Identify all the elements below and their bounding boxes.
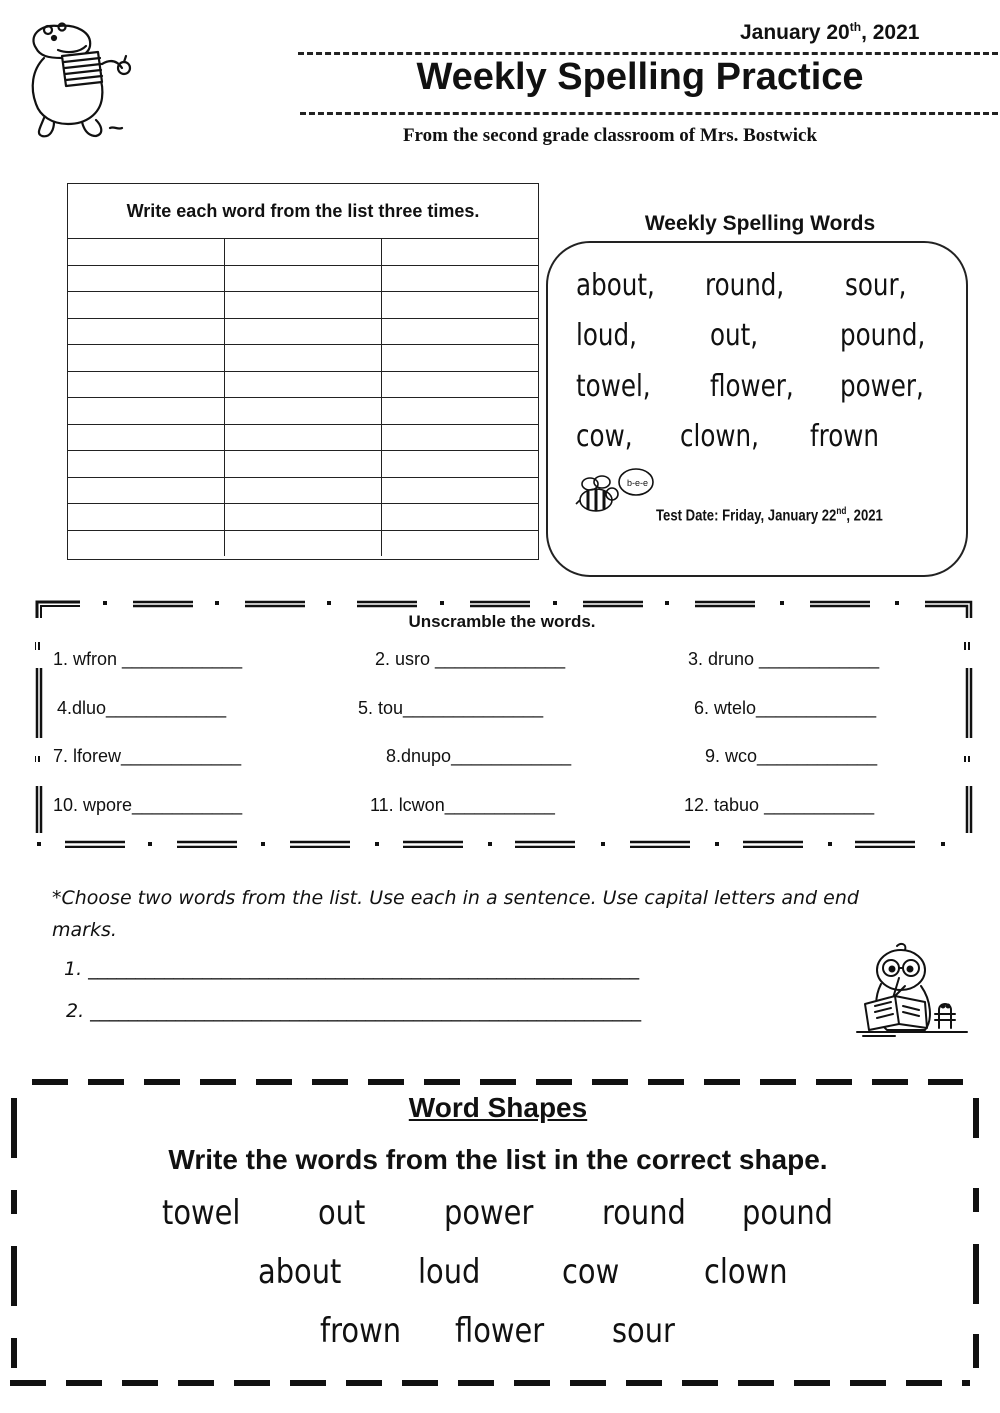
- spelling-word: flower,: [710, 369, 794, 404]
- shape-word: about: [258, 1252, 342, 1292]
- spelling-word: round,: [705, 268, 785, 303]
- practice-row: [68, 345, 538, 372]
- practice-cell: [381, 345, 538, 372]
- practice-row: [68, 239, 538, 265]
- header-divider-top: [298, 52, 998, 55]
- test-date: Test Date: Friday, January 22nd, 2021: [656, 506, 883, 525]
- practice-cell: [68, 477, 225, 504]
- unscramble-item: 10. wpore___________: [53, 795, 243, 815]
- unscramble-item: 9. wco____________: [705, 746, 878, 766]
- word-box-title: Weekly Spelling Words: [644, 212, 876, 235]
- practice-row: [68, 398, 538, 425]
- shape-word: sour: [612, 1311, 675, 1351]
- spelling-word: about,: [576, 268, 655, 303]
- practice-grid: [67, 183, 539, 560]
- bee-icon: [574, 464, 656, 522]
- practice-cell: [68, 371, 225, 398]
- header-divider-bottom: [300, 112, 998, 115]
- shape-word: power: [444, 1193, 534, 1233]
- practice-cell: [381, 477, 538, 504]
- practice-cell: [225, 424, 382, 451]
- spelling-word: cow,: [576, 419, 633, 454]
- spelling-word: pound,: [840, 318, 926, 353]
- practice-cell: [68, 451, 225, 478]
- practice-cell: [225, 398, 382, 425]
- practice-row: [68, 371, 538, 398]
- shape-word: towel: [162, 1193, 241, 1233]
- practice-row: [68, 292, 538, 319]
- shape-word: pound: [742, 1193, 834, 1233]
- practice-cell: [225, 477, 382, 504]
- practice-cell: [381, 318, 538, 345]
- unscramble-item: 7. lforew____________: [53, 746, 242, 766]
- shape-word: out: [318, 1193, 366, 1233]
- unscramble-item: 6. wtelo____________: [694, 698, 877, 718]
- word-shapes-title: Word Shapes: [408, 1092, 588, 1123]
- spelling-word: power,: [840, 369, 924, 404]
- practice-cell: [225, 292, 382, 319]
- practice-cell: [225, 451, 382, 478]
- practice-cell: [68, 265, 225, 292]
- practice-cell: [381, 451, 538, 478]
- practice-cell: [68, 504, 225, 531]
- practice-row: [68, 318, 538, 345]
- spelling-word: towel,: [576, 369, 651, 404]
- word-shapes-instruction: Write the words from the list in the correct shape.: [168, 1144, 828, 1175]
- practice-cell: [225, 504, 382, 531]
- unscramble-title: Unscramble the words.: [408, 612, 596, 631]
- practice-row: [68, 424, 538, 451]
- practice-cell: [225, 239, 382, 265]
- unscramble-item: 11. lcwon___________: [370, 795, 555, 815]
- spelling-word: frown: [810, 419, 879, 454]
- hippo-reading-illustration: [18, 18, 138, 140]
- practice-grid-instruction: Write each word from the list three times.: [68, 184, 538, 239]
- practice-cell: [225, 345, 382, 372]
- practice-row: [68, 265, 538, 292]
- practice-table: [68, 239, 538, 556]
- shape-word: frown: [320, 1311, 402, 1351]
- spelling-word: loud,: [576, 318, 637, 353]
- practice-cell: [381, 371, 538, 398]
- practice-cell: [381, 398, 538, 425]
- shape-word: flower: [455, 1311, 545, 1351]
- spelling-word: out,: [710, 318, 759, 353]
- practice-cell: [68, 292, 225, 319]
- shape-word: clown: [704, 1252, 788, 1292]
- practice-cell: [68, 424, 225, 451]
- unscramble-item: 4.dluo____________: [57, 698, 227, 718]
- spelling-word: clown,: [680, 419, 759, 454]
- practice-cell: [225, 371, 382, 398]
- unscramble-item: 5. tou______________: [358, 698, 544, 718]
- unscramble-item: 8.dnupo____________: [386, 746, 572, 766]
- practice-cell: [225, 265, 382, 292]
- spelling-word: sour,: [845, 268, 907, 303]
- practice-cell: [381, 504, 538, 531]
- practice-cell: [68, 398, 225, 425]
- practice-row: [68, 477, 538, 504]
- bee-speech-label: b-e-e: [627, 478, 649, 488]
- page-subtitle: From the second grade classroom of Mrs. Bostwick: [402, 125, 818, 146]
- practice-cell: [68, 239, 225, 265]
- practice-cell: [381, 530, 538, 556]
- practice-cell: [381, 424, 538, 451]
- sentence-line-2: 2. __________________________________________________________: [66, 1000, 642, 1022]
- unscramble-item: 2. usro _____________: [375, 649, 566, 669]
- unscramble-item: 12. tabuo ___________: [684, 795, 875, 815]
- unscramble-item: 3. druno ____________: [688, 649, 880, 669]
- sentence-instruction: *Choose two words from the list. Use each in a sentence. Use capital letters and end marks.: [52, 887, 859, 941]
- practice-cell: [381, 239, 538, 265]
- unscramble-item: 1. wfron ____________: [53, 649, 243, 669]
- shape-word: round: [602, 1193, 686, 1233]
- practice-cell: [225, 530, 382, 556]
- practice-cell: [381, 292, 538, 319]
- practice-cell: [381, 265, 538, 292]
- practice-row: [68, 451, 538, 478]
- practice-row: [68, 504, 538, 531]
- practice-cell: [68, 318, 225, 345]
- practice-cell: [225, 318, 382, 345]
- bird-reading-illustration: [855, 940, 970, 1040]
- practice-cell: [68, 530, 225, 556]
- worksheet-date: January 20th, 2021: [740, 20, 920, 44]
- practice-row: [68, 530, 538, 556]
- sentence-line-1: 1. __________________________________________________________: [64, 958, 640, 980]
- practice-cell: [68, 345, 225, 372]
- shape-word: cow: [562, 1252, 620, 1292]
- shape-word: loud: [418, 1252, 481, 1292]
- page-title: Weekly Spelling Practice: [416, 56, 864, 98]
